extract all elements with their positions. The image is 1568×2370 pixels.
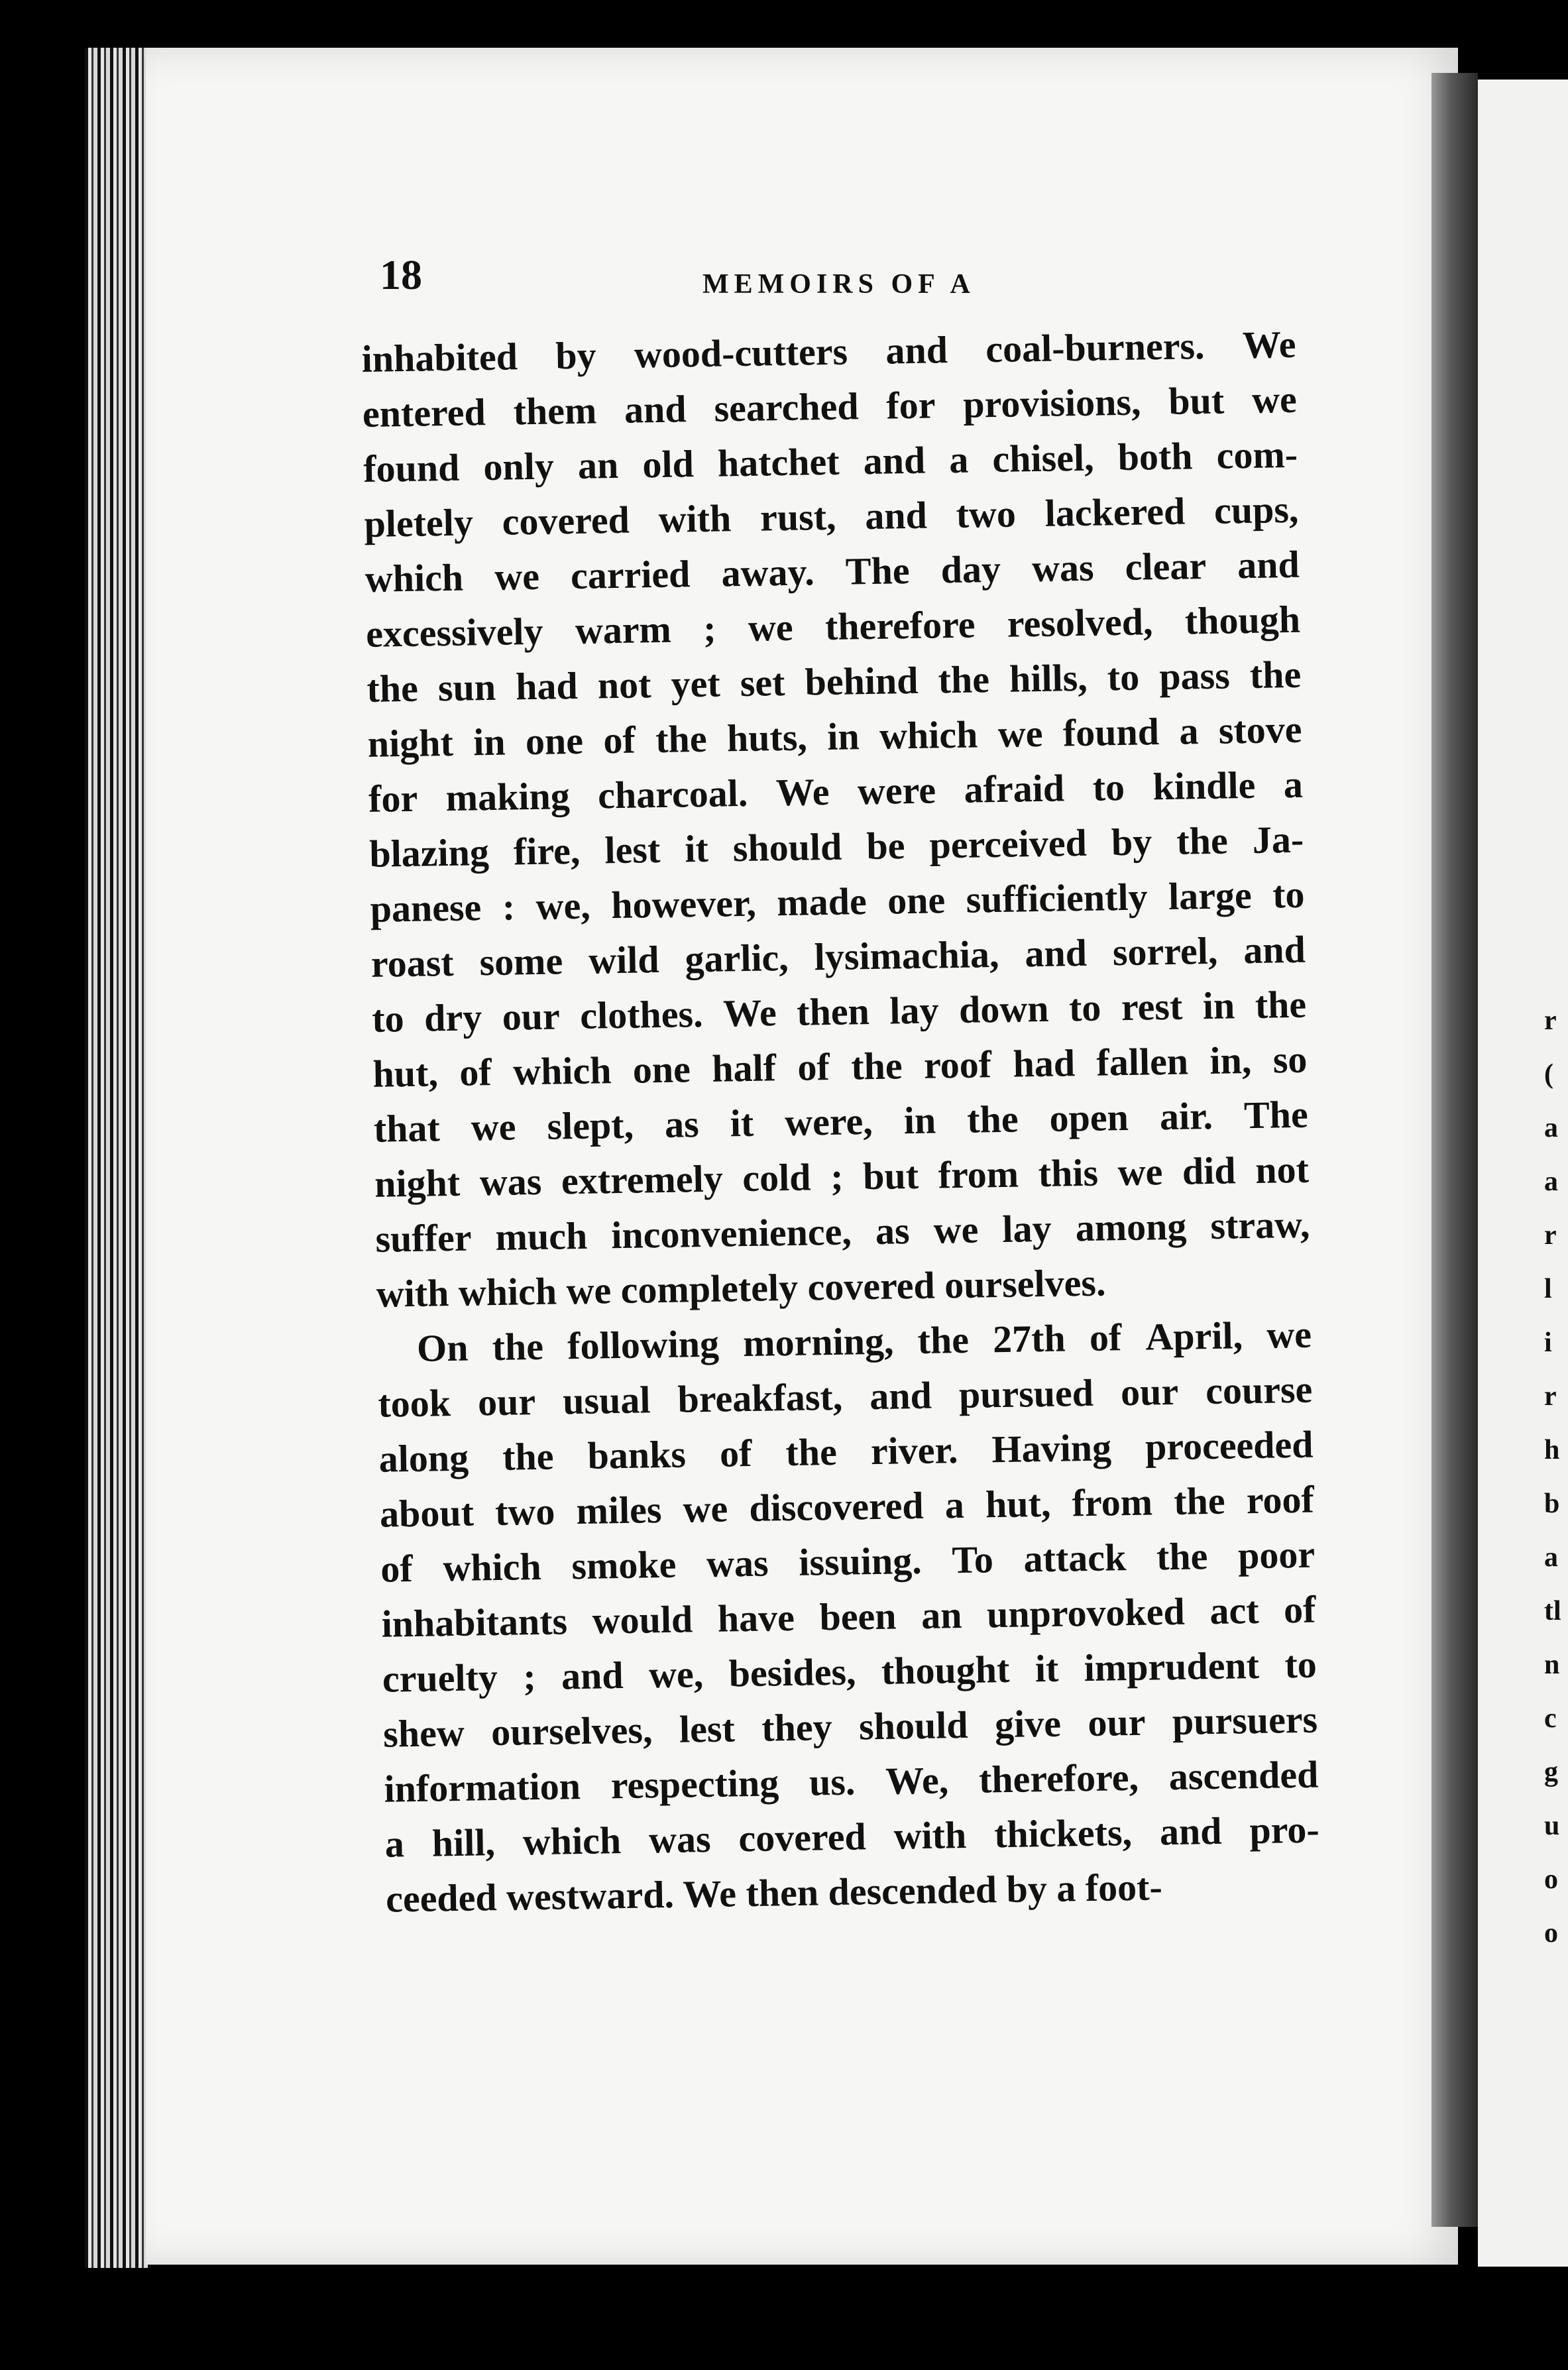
facing-page-fragment: a	[1544, 1542, 1558, 1573]
facing-page-fragment: n	[1544, 1650, 1560, 1680]
text-line: suffer much inconvenience, as we lay among straw,	[375, 1202, 1310, 1261]
text-line: blazing fire, lest it should be perceived by the Ja-	[368, 817, 1304, 875]
body-text	[361, 317, 1321, 1927]
text-line: night was extremely cold ; but from this we did not	[374, 1147, 1310, 1206]
facing-page-fragment: b	[1544, 1489, 1560, 1519]
text-line: On the following morning, the 27th of April, we	[416, 1312, 1312, 1370]
text-line: cruelty ; and we, besides, thought it imprudent to	[382, 1642, 1317, 1701]
text-line: inhabited by wood-cutters and coal-burners. We	[361, 322, 1296, 380]
facing-page-fragment: i	[1544, 1327, 1552, 1358]
facing-page-fragment: h	[1544, 1435, 1560, 1465]
text-line: information respecting us. We, therefore, ascended	[384, 1752, 1319, 1811]
facing-page-fragment: r	[1544, 1381, 1557, 1412]
text-line: about two miles we discovered a hut, from the roof	[379, 1477, 1315, 1536]
running-head: MEMOIRS OF A	[702, 269, 976, 300]
facing-page-fragment: o	[1544, 1864, 1558, 1895]
facing-page-fragment: g	[1544, 1757, 1558, 1787]
facing-page-fragment: u	[1544, 1811, 1560, 1841]
text-line: of which smoke was issuing. To attack the poor	[380, 1532, 1316, 1591]
text-line: which we carried away. The day was clear and	[364, 542, 1300, 600]
text-line: night in one of the huts, in which we found a stove	[367, 707, 1303, 765]
facing-page-fragment: o	[1544, 1918, 1558, 1948]
page-stack-edge	[85, 48, 151, 2268]
facing-page-fragment: (	[1544, 1059, 1553, 1090]
text-line: took our usual breakfast, and pursued our course	[377, 1367, 1313, 1426]
text-line: inhabitants would have been an unprovoked act of	[381, 1587, 1316, 1646]
text-line: a hill, which was covered with thickets, and pro-	[384, 1807, 1320, 1866]
text-line: along the banks of the river. Having proceeded	[378, 1422, 1314, 1481]
text-line: that we slept, as it were, in the open air. The	[373, 1092, 1309, 1151]
binding-gutter	[1431, 73, 1478, 2227]
facing-page-text	[1544, 994, 1568, 1960]
facing-page-fragment: a	[1544, 1166, 1558, 1197]
text-line: hut, of which one half of the roof had fallen in, so	[372, 1037, 1308, 1096]
text-line: the sun had not yet set behind the hills, to pass the	[366, 652, 1302, 710]
facing-page-fragment: c	[1544, 1703, 1557, 1734]
text-line: with which we completely covered ourselves.	[376, 1261, 1106, 1316]
text-line: to dry our clothes. We then lay down to rest in the	[371, 982, 1307, 1041]
text-line: shew ourselves, lest they should give our pursuers	[382, 1697, 1318, 1756]
text-line: excessively warm ; we therefore resolved, though	[365, 597, 1301, 655]
facing-page-fragment: tl	[1544, 1596, 1561, 1626]
facing-page-fragment: r	[1544, 1005, 1557, 1036]
text-line: panese : we, however, made one sufficiently large to	[370, 872, 1306, 931]
text-line: pletely covered with rust, and two lackered cups,	[364, 487, 1299, 545]
facing-page-fragment: l	[1544, 1274, 1552, 1304]
facing-page-fragment: a	[1544, 1113, 1558, 1143]
text-line: ceeded westward. We then descended by a foot-	[385, 1865, 1163, 1921]
text-line: entered them and searched for provisions, but we	[362, 377, 1298, 435]
text-line: for making charcoal. We were afraid to kindle a	[368, 762, 1304, 820]
text-line: found only an old hatchet and a chisel, both com-	[363, 432, 1298, 490]
page-number: 18	[380, 251, 422, 298]
facing-page-fragment: r	[1544, 1220, 1557, 1251]
text-line: roast some wild garlic, lysimachia, and sorrel, and	[370, 927, 1306, 986]
